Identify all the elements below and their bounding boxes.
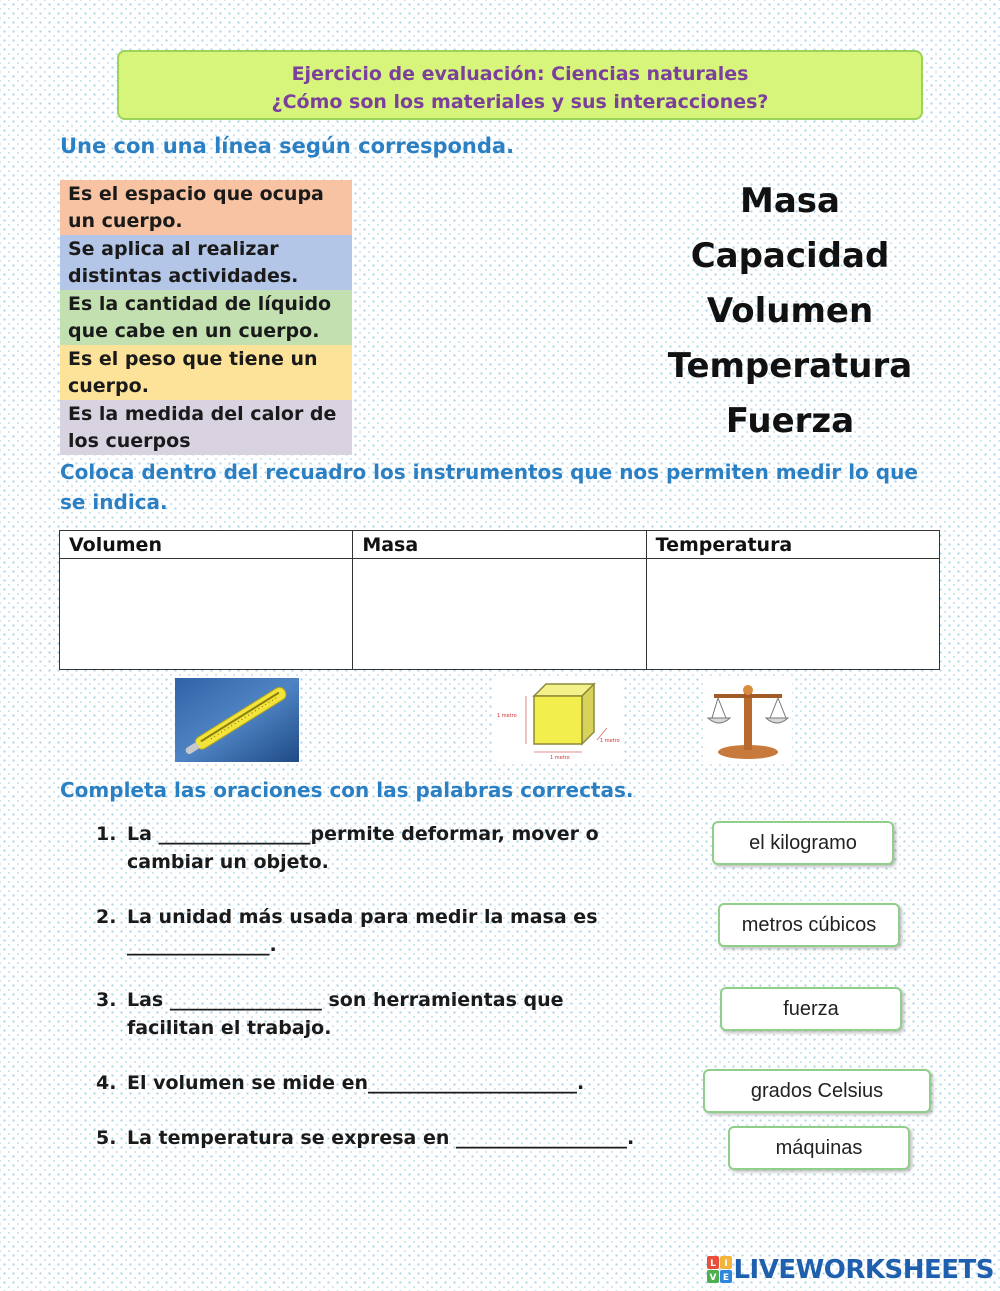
header-title: Ejercicio de evaluación: Ciencias naturales: [291, 63, 749, 85]
option-chip[interactable]: fuerza: [720, 987, 902, 1031]
option-chip[interactable]: máquinas: [728, 1126, 910, 1170]
header-subtitle: ¿Cómo son los materiales y sus interacciones?: [271, 91, 769, 113]
definition-item[interactable]: Es el espacio que ocupa un cuerpo.: [60, 180, 352, 235]
cube-label-side: 1 metro: [497, 713, 517, 719]
sentence-text: La unidad más usada para medir la masa es _______________.: [127, 906, 598, 956]
sentence-number: 4.: [96, 1072, 117, 1094]
section3-title: Completa las oraciones con las palabras correctas.: [60, 778, 634, 802]
sentence-text: La temperatura se expresa en __________________.: [127, 1127, 635, 1149]
sentence-item: [96, 1069, 656, 1097]
definition-item[interactable]: Es la cantidad de líquido que cabe en un cuerpo.: [60, 290, 352, 345]
sentence-number: 3.: [96, 989, 117, 1011]
sentence-item: [96, 986, 656, 1042]
liveworksheets-logo-icon: [707, 1256, 733, 1284]
drop-zone-volumen[interactable]: [60, 559, 353, 670]
balance-scale-image[interactable]: [704, 678, 792, 762]
column-header-masa: Masa: [353, 531, 646, 559]
sentence-number: 2.: [96, 906, 117, 928]
drop-zone-temperatura[interactable]: [646, 559, 939, 670]
sentence-item: [96, 903, 656, 959]
definition-item[interactable]: Es el peso que tiene un cuerpo.: [60, 345, 352, 400]
section2-title: Coloca dentro del recuadro los instrumentos que nos permiten medir lo que se indica.: [60, 460, 918, 514]
option-chip[interactable]: metros cúbicos: [718, 903, 900, 947]
term-volumen[interactable]: Volumen: [706, 291, 874, 331]
option-chip[interactable]: grados Celsius: [703, 1069, 931, 1113]
sentence-item: [96, 820, 656, 876]
option-chip[interactable]: el kilogramo: [712, 821, 894, 865]
logo-text: LIVEWORKSHEETS: [733, 1255, 994, 1285]
cube-label-depth: 1 metro: [600, 738, 620, 744]
measurement-table: [59, 530, 940, 670]
definition-item[interactable]: Se aplica al realizar distintas actividades.: [60, 235, 352, 290]
sentence-text: La ________________permite deformar, mover o cambiar un objeto.: [127, 823, 599, 873]
cube-label-bottom: 1 metro: [550, 755, 570, 761]
sentence-number: 1.: [96, 823, 117, 845]
sentence-number: 5.: [96, 1127, 117, 1149]
worksheet-header: [117, 50, 923, 120]
drop-zone-masa[interactable]: [353, 559, 646, 670]
logo-letter: V: [709, 1273, 717, 1283]
term-masa[interactable]: Masa: [740, 181, 840, 221]
liveworksheets-logo: [707, 1255, 994, 1285]
cube-image[interactable]: [494, 678, 624, 762]
logo-letter: E: [723, 1273, 730, 1283]
logo-letter: L: [710, 1259, 717, 1269]
logo-letter: I: [724, 1259, 729, 1269]
thermometer-image[interactable]: [175, 678, 299, 762]
column-header-volumen: Volumen: [60, 531, 353, 559]
term-capacidad[interactable]: Capacidad: [690, 236, 890, 276]
sentence-item: [96, 1124, 686, 1152]
section1-title: Une con una línea según corresponda.: [60, 134, 515, 158]
definition-item[interactable]: Es la medida del calor de los cuerpos: [60, 400, 352, 455]
term-temperatura[interactable]: Temperatura: [667, 346, 913, 386]
sentence-text: Las ________________ son herramientas que facilitan el trabajo.: [127, 989, 564, 1039]
sentence-text: El volumen se mide en______________________.: [127, 1072, 585, 1094]
term-fuerza[interactable]: Fuerza: [725, 401, 855, 441]
column-header-temperatura: Temperatura: [646, 531, 939, 559]
